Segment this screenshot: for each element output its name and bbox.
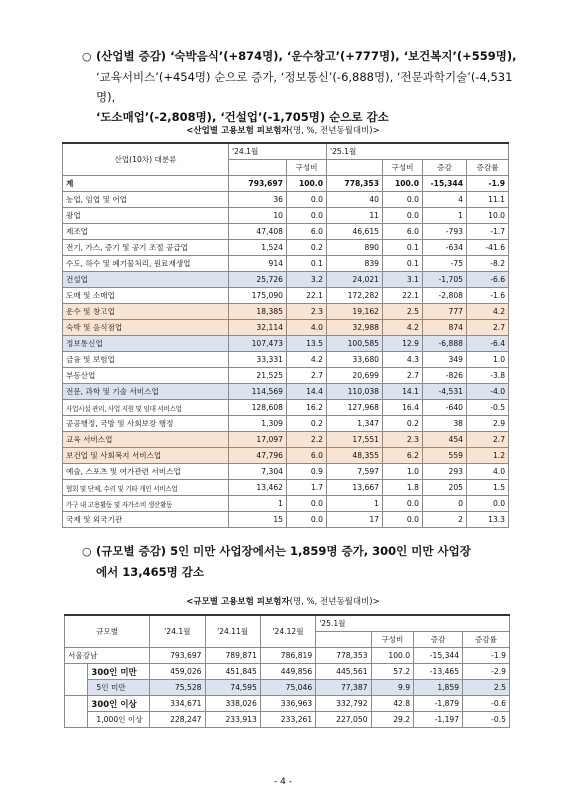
header-blank-2025 <box>327 160 383 176</box>
size-value-cell: 334,671 <box>150 696 205 712</box>
header-share-2025: 구성비 <box>383 160 423 176</box>
size-value-cell: 789,871 <box>205 648 260 664</box>
industry-value-cell: 1.2 <box>467 448 509 464</box>
industry-value-cell: 2.7 <box>467 432 509 448</box>
industry-value-cell: 2.7 <box>467 320 509 336</box>
industry-name-cell: 도매 및 소매업 <box>63 288 229 304</box>
para1-line2: ‘교육서비스’(+454명) 순으로 증가, ‘정보통신’(-6,888명), ‘전문과학기술’(-4,531명), <box>96 70 513 104</box>
industry-value-cell: 0.0 <box>383 512 423 528</box>
industry-value-cell: 3.1 <box>383 272 423 288</box>
industry-value-cell: 100.0 <box>383 176 423 192</box>
table-row <box>63 320 509 336</box>
industry-value-cell: 0.2 <box>287 240 327 256</box>
industry-value-cell: 46,615 <box>327 224 383 240</box>
industry-value-cell: 2.9 <box>467 416 509 432</box>
industry-value-cell: 2.2 <box>287 432 327 448</box>
industry-value-cell: 1.5 <box>467 480 509 496</box>
size-value-cell: 1,859 <box>414 680 463 696</box>
industry-value-cell: 0.9 <box>287 464 327 480</box>
industry-value-cell: -41.6 <box>467 240 509 256</box>
size-value-cell: 793,697 <box>150 648 205 664</box>
industry-name-cell: 교육 서비스업 <box>63 432 229 448</box>
table-row <box>63 176 509 192</box>
size-value-cell: 778,353 <box>316 648 371 664</box>
industry-value-cell: 110,038 <box>327 384 383 400</box>
header-category: 산업(10차) 대분류 <box>63 143 229 176</box>
bullet-circle: ○ <box>82 50 92 63</box>
table-row <box>63 400 509 416</box>
size-value-cell: 338,026 <box>205 696 260 712</box>
industry-value-cell: 100,585 <box>327 336 383 352</box>
industry-value-cell: 0.0 <box>467 496 509 512</box>
size-header-c2: '24.11월 <box>205 615 260 648</box>
table-row <box>63 272 509 288</box>
industry-value-cell: 0.0 <box>287 512 327 528</box>
industry-value-cell: 14.4 <box>287 384 327 400</box>
industry-name-cell: 광업 <box>63 208 229 224</box>
size-value-cell: 449,856 <box>260 664 315 680</box>
table-row <box>65 648 510 664</box>
industry-value-cell: 0.0 <box>287 192 327 208</box>
industry-value-cell: 38 <box>423 416 467 432</box>
size-value-cell: 227,050 <box>316 712 371 728</box>
industry-name-cell: 건설업 <box>63 272 229 288</box>
size-group-label: 300인 미만 <box>91 667 137 678</box>
industry-value-cell: 107,473 <box>229 336 287 352</box>
industry-value-cell: 13,462 <box>229 480 287 496</box>
industry-value-cell: 2.7 <box>383 368 423 384</box>
industry-value-cell: -1.9 <box>467 176 509 192</box>
table-row <box>63 224 509 240</box>
size-header-category: 규모별 <box>65 615 150 648</box>
table-row <box>63 288 509 304</box>
industry-value-cell: 114,569 <box>229 384 287 400</box>
table-row <box>65 696 510 712</box>
industry-value-cell: 16.2 <box>287 400 327 416</box>
size-header-c4: '25.1월 <box>316 615 510 632</box>
industry-value-cell: 13.3 <box>467 512 509 528</box>
size-value-cell: 75,046 <box>260 680 315 696</box>
industry-value-cell: 2.7 <box>287 368 327 384</box>
para1-line3: ‘도소매업’(-2,808명), ‘건설업’(-1,705명) 순으로 감소 <box>96 110 389 124</box>
industry-value-cell: 13,667 <box>327 480 383 496</box>
size-value-cell: 9.9 <box>371 680 414 696</box>
industry-value-cell: 559 <box>423 448 467 464</box>
industry-value-cell: 100.0 <box>287 176 327 192</box>
industry-value-cell: 2 <box>423 512 467 528</box>
table-row <box>63 208 509 224</box>
industry-value-cell: -0.5 <box>467 400 509 416</box>
industry-value-cell: 1.8 <box>383 480 423 496</box>
header-2024: '24.1월 <box>229 143 327 160</box>
table-row <box>63 304 509 320</box>
size-value-cell: 100.0 <box>371 648 414 664</box>
size-value-cell: -1,197 <box>414 712 463 728</box>
table-row <box>65 664 510 680</box>
size-name-cell <box>88 696 150 712</box>
size-value-cell: 2.5 <box>463 680 510 696</box>
size-value-cell: 233,261 <box>260 712 315 728</box>
industry-value-cell: 13.5 <box>287 336 327 352</box>
industry-value-cell: 33,680 <box>327 352 383 368</box>
industry-value-cell: -1,705 <box>423 272 467 288</box>
industry-value-cell: -4,531 <box>423 384 467 400</box>
size-value-cell: -2.9 <box>463 664 510 680</box>
size-value-cell: -15,344 <box>414 648 463 664</box>
size-value-cell: 336,963 <box>260 696 315 712</box>
industry-value-cell: -3.8 <box>467 368 509 384</box>
size-table <box>64 614 510 728</box>
industry-value-cell: 32,114 <box>229 320 287 336</box>
industry-name-cell: 운수 및 창고업 <box>63 304 229 320</box>
industry-value-cell: -75 <box>423 256 467 272</box>
size-value-cell: 57.2 <box>371 664 414 680</box>
table-row <box>63 416 509 432</box>
size-value-cell: 445,561 <box>316 664 371 680</box>
industry-value-cell: 778,353 <box>327 176 383 192</box>
industry-value-cell: 7,304 <box>229 464 287 480</box>
industry-value-cell: 11 <box>327 208 383 224</box>
industry-value-cell: 127,968 <box>327 400 383 416</box>
size-header-share: 구성비 <box>371 632 414 648</box>
header-rate: 증감률 <box>467 160 509 176</box>
industry-value-cell: 15 <box>229 512 287 528</box>
industry-value-cell: 33,331 <box>229 352 287 368</box>
industry-value-cell: 36 <box>229 192 287 208</box>
size-value-cell: 42.8 <box>371 696 414 712</box>
industry-name-cell: 숙박 및 음식점업 <box>63 320 229 336</box>
size-name-cell: 5인 미만 <box>88 680 150 696</box>
size-value-cell: -1,879 <box>414 696 463 712</box>
industry-value-cell: 4.2 <box>467 304 509 320</box>
size-header-blank <box>316 632 371 648</box>
size-value-cell: 459,026 <box>150 664 205 680</box>
size-value-cell: -13,465 <box>414 664 463 680</box>
size-value-cell: 228,247 <box>150 712 205 728</box>
industry-value-cell: 777 <box>423 304 467 320</box>
industry-table-caption: <산업별 고용보험 피보험자(명, %, 전년동월대비)> <box>186 126 380 136</box>
industry-value-cell: 21,525 <box>229 368 287 384</box>
industry-value-cell: -4.0 <box>467 384 509 400</box>
size-value-cell: -1.9 <box>463 648 510 664</box>
industry-value-cell: 22.1 <box>383 288 423 304</box>
table-row <box>65 680 510 696</box>
industry-value-cell: 6.0 <box>287 448 327 464</box>
industry-value-cell: 0 <box>423 496 467 512</box>
industry-value-cell: 2.3 <box>287 304 327 320</box>
table-row <box>63 368 509 384</box>
industry-value-cell: 40 <box>327 192 383 208</box>
industry-value-cell: 47,796 <box>229 448 287 464</box>
industry-value-cell: 24,021 <box>327 272 383 288</box>
table-row <box>63 512 509 528</box>
industry-value-cell: -1.7 <box>467 224 509 240</box>
industry-value-cell: 0.0 <box>383 208 423 224</box>
industry-value-cell: 175,090 <box>229 288 287 304</box>
industry-value-cell: 3.2 <box>287 272 327 288</box>
industry-value-cell: 1,347 <box>327 416 383 432</box>
industry-value-cell: 10 <box>229 208 287 224</box>
table-row <box>63 352 509 368</box>
industry-value-cell: 11.1 <box>467 192 509 208</box>
industry-value-cell: 1,309 <box>229 416 287 432</box>
table-row <box>63 496 509 512</box>
size-value-cell: 77,387 <box>316 680 371 696</box>
table-row <box>63 256 509 272</box>
industry-name-cell: 금융 및 보험업 <box>63 352 229 368</box>
industry-name-cell: 전기, 가스, 증기 및 공기 조절 공급업 <box>63 240 229 256</box>
industry-summary-paragraph <box>82 46 522 127</box>
industry-value-cell: 0.1 <box>383 240 423 256</box>
industry-value-cell: -634 <box>423 240 467 256</box>
para2-line2: 에서 13,465명 감소 <box>96 565 204 579</box>
industry-value-cell: 0.1 <box>287 256 327 272</box>
industry-value-cell: 0.1 <box>383 256 423 272</box>
table-row <box>63 432 509 448</box>
industry-value-cell: 0.2 <box>287 416 327 432</box>
industry-name-cell: 계 <box>63 176 229 192</box>
industry-value-cell: 1 <box>327 496 383 512</box>
industry-value-cell: 4.2 <box>383 320 423 336</box>
industry-value-cell: 205 <box>423 480 467 496</box>
industry-value-cell: 18,385 <box>229 304 287 320</box>
industry-value-cell: 4 <box>423 192 467 208</box>
industry-name-cell: 공공행정, 국방 및 사회보장 행정 <box>63 416 229 432</box>
industry-value-cell: 172,282 <box>327 288 383 304</box>
table-row <box>63 464 509 480</box>
size-value-cell: 332,792 <box>316 696 371 712</box>
industry-name-cell: 협회 및 단체, 수리 및 기타 개인 서비스업 <box>63 480 229 496</box>
industry-value-cell: 1.0 <box>383 464 423 480</box>
industry-value-cell: 1.7 <box>287 480 327 496</box>
table-row <box>63 480 509 496</box>
industry-value-cell: 48,355 <box>327 448 383 464</box>
industry-value-cell: 25,726 <box>229 272 287 288</box>
industry-value-cell: 17 <box>327 512 383 528</box>
size-header-c3: '24.12월 <box>260 615 315 648</box>
size-name-cell: 서울강남 <box>65 648 150 664</box>
industry-value-cell: 349 <box>423 352 467 368</box>
industry-value-cell: 1.0 <box>467 352 509 368</box>
industry-value-cell: 4.0 <box>287 320 327 336</box>
table-row <box>63 240 509 256</box>
industry-value-cell: -15,344 <box>423 176 467 192</box>
size-value-cell: -0.5 <box>463 712 510 728</box>
industry-value-cell: 914 <box>229 256 287 272</box>
industry-value-cell: 4.3 <box>383 352 423 368</box>
industry-name-cell: 부동산업 <box>63 368 229 384</box>
industry-value-cell: 47,408 <box>229 224 287 240</box>
industry-value-cell: 0.0 <box>287 496 327 512</box>
industry-value-cell: 0.2 <box>383 416 423 432</box>
size-header-change: 증감 <box>414 632 463 648</box>
table-row <box>63 192 509 208</box>
industry-value-cell: 32,988 <box>327 320 383 336</box>
industry-value-cell: 12.9 <box>383 336 423 352</box>
industry-value-cell: -6.6 <box>467 272 509 288</box>
industry-value-cell: 839 <box>327 256 383 272</box>
industry-value-cell: 4.0 <box>467 464 509 480</box>
size-value-cell: 786,819 <box>260 648 315 664</box>
table-row <box>63 384 509 400</box>
size-value-cell: 74,595 <box>205 680 260 696</box>
size-value-cell: 233,913 <box>205 712 260 728</box>
industry-name-cell: 전문, 과학 및 기술 서비스업 <box>63 384 229 400</box>
industry-value-cell: 890 <box>327 240 383 256</box>
bullet-circle: ○ <box>82 545 92 558</box>
size-group-label: 300인 이상 <box>91 699 137 710</box>
page-number: - 4 - <box>274 777 292 787</box>
industry-value-cell: 22.1 <box>287 288 327 304</box>
industry-value-cell: -2,808 <box>423 288 467 304</box>
size-header-rate: 증감률 <box>463 632 510 648</box>
industry-value-cell: 2.3 <box>383 432 423 448</box>
size-header-c1: '24.1월 <box>150 615 205 648</box>
industry-value-cell: 6.0 <box>383 224 423 240</box>
industry-value-cell: 1 <box>229 496 287 512</box>
size-value-cell: -0.6 <box>463 696 510 712</box>
industry-value-cell: 0.0 <box>287 208 327 224</box>
indent-cell <box>65 664 88 696</box>
header-blank <box>229 160 287 176</box>
industry-value-cell: -640 <box>423 400 467 416</box>
industry-name-cell: 예술, 스포츠 및 여가관련 서비스업 <box>63 464 229 480</box>
size-value-cell: 75,528 <box>150 680 205 696</box>
header-change: 증감 <box>423 160 467 176</box>
industry-value-cell: -826 <box>423 368 467 384</box>
industry-value-cell: 4.2 <box>287 352 327 368</box>
para2-line1: (규모별 증감) 5인 미만 사업장에서는 1,859명 증가, 300인 미만 사업장 <box>96 544 471 558</box>
industry-name-cell: 사업시설 관리, 사업 지원 및 임대 서비스업 <box>63 400 229 416</box>
size-name-cell <box>88 664 150 680</box>
table-row <box>63 336 509 352</box>
industry-value-cell: 874 <box>423 320 467 336</box>
industry-name-cell: 정보통신업 <box>63 336 229 352</box>
industry-value-cell: 17,097 <box>229 432 287 448</box>
industry-value-cell: 2.5 <box>383 304 423 320</box>
industry-value-cell: 17,551 <box>327 432 383 448</box>
industry-name-cell: 농업, 임업 및 어업 <box>63 192 229 208</box>
industry-value-cell: 0.0 <box>383 192 423 208</box>
industry-value-cell: 293 <box>423 464 467 480</box>
industry-value-cell: 6.2 <box>383 448 423 464</box>
size-name-cell: 1,000인 이상 <box>88 712 150 728</box>
industry-value-cell: 14.1 <box>383 384 423 400</box>
industry-name-cell: 보건업 및 사회복지 서비스업 <box>63 448 229 464</box>
table-row <box>63 448 509 464</box>
industry-value-cell: 1,524 <box>229 240 287 256</box>
industry-value-cell: -6.4 <box>467 336 509 352</box>
industry-value-cell: 6.0 <box>287 224 327 240</box>
indent-cell <box>65 696 88 728</box>
header-share-2024: 구성비 <box>287 160 327 176</box>
industry-value-cell: -8.2 <box>467 256 509 272</box>
industry-name-cell: 국제 및 외국기관 <box>63 512 229 528</box>
size-table-caption: <규모별 고용보험 피보험자(명, %, 전년동월대비)> <box>186 597 380 607</box>
industry-name-cell: 수도, 하수 및 폐기물처리, 원료재생업 <box>63 256 229 272</box>
industry-value-cell: 16.4 <box>383 400 423 416</box>
industry-value-cell: 20,699 <box>327 368 383 384</box>
size-value-cell: 29.2 <box>371 712 414 728</box>
industry-value-cell: 19,162 <box>327 304 383 320</box>
industry-value-cell: 128,608 <box>229 400 287 416</box>
industry-value-cell: -793 <box>423 224 467 240</box>
industry-value-cell: 1 <box>423 208 467 224</box>
industry-value-cell: 0.0 <box>383 496 423 512</box>
industry-name-cell: 가구 내 고용활동 및 자가소비 생산활동 <box>63 496 229 512</box>
industry-value-cell: -1.6 <box>467 288 509 304</box>
header-2025: '25.1월 <box>327 143 509 160</box>
industry-value-cell: 793,697 <box>229 176 287 192</box>
industry-value-cell: -6,888 <box>423 336 467 352</box>
size-value-cell: 451,845 <box>205 664 260 680</box>
size-summary-paragraph <box>82 541 522 582</box>
industry-value-cell: 10.0 <box>467 208 509 224</box>
industry-name-cell: 제조업 <box>63 224 229 240</box>
industry-table <box>62 142 509 528</box>
table-row <box>65 712 510 728</box>
para1-line1: (산업별 증감) ‘숙박음식’(+874명), ‘운수창고’(+777명), ‘보건복지’(+559명), <box>96 49 517 63</box>
industry-value-cell: 7,597 <box>327 464 383 480</box>
industry-value-cell: 454 <box>423 432 467 448</box>
